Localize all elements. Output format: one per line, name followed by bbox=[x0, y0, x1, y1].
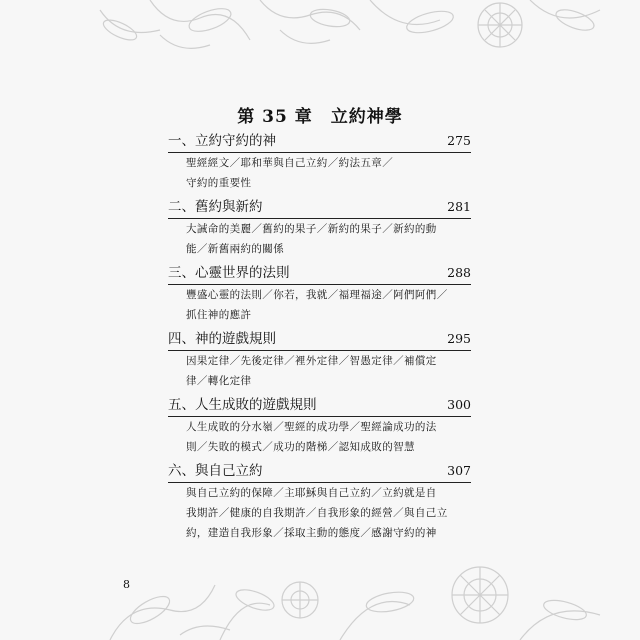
toc-page-number: 281 bbox=[447, 199, 471, 214]
toc-subtopic-line: 約，建造自我形象／採取主動的態度／感謝守約的神 bbox=[186, 527, 437, 539]
toc-subtopics bbox=[168, 351, 471, 391]
toc-heading bbox=[168, 130, 471, 153]
toc-heading bbox=[168, 328, 471, 351]
toc-page-number: 288 bbox=[447, 265, 471, 280]
toc-heading bbox=[168, 196, 471, 219]
toc-subtopic-line: 與自己立約的保障／主耶穌與自己立約／立約就是自 bbox=[186, 487, 437, 499]
floral-decoration-bottom bbox=[0, 540, 640, 640]
toc-heading-text: 一、立約守約的神 bbox=[168, 133, 276, 149]
toc-heading-text: 四、神的遊戲規則 bbox=[168, 331, 276, 347]
toc-subtopic-line: 因果定律／先後定律／裡外定律／智愚定律／補償定 bbox=[186, 355, 437, 367]
toc-subtopic-line: 人生成敗的分水嶺／聖經的成功學／聖經論成功的法 bbox=[186, 421, 437, 433]
toc-heading-text: 三、心靈世界的法則 bbox=[168, 265, 290, 281]
toc-page-number: 300 bbox=[447, 397, 471, 412]
toc-subtopic-line: 聖經經文／耶和華與自己立約／約法五章／ bbox=[186, 157, 394, 169]
toc-subtopic-line: 抓住神的應許 bbox=[186, 309, 252, 321]
page-number: 8 bbox=[123, 578, 130, 591]
toc-subtopic-line: 守約的重要性 bbox=[186, 177, 252, 189]
toc-heading bbox=[168, 460, 471, 483]
floral-decoration-top bbox=[0, 0, 640, 70]
toc-heading-text: 五、人生成敗的遊戲規則 bbox=[168, 397, 317, 413]
toc-heading-text: 六、與自己立約 bbox=[168, 463, 263, 479]
toc-entry-2 bbox=[168, 196, 471, 259]
toc-subtopic-line: 大誡命的美麗／舊約的果子／新約的果子／新約的動 bbox=[186, 223, 437, 235]
chapter-title: 第 35 章 立約神學 bbox=[237, 107, 403, 127]
toc-entry-4 bbox=[168, 328, 471, 391]
toc-subtopic-line: 則／失敗的模式／成功的階梯／認知成敗的智慧 bbox=[186, 441, 415, 453]
toc-heading bbox=[168, 394, 471, 417]
toc-subtopics bbox=[168, 219, 471, 259]
toc-entry-1 bbox=[168, 130, 471, 193]
toc-entry-3 bbox=[168, 262, 471, 325]
toc-page-number: 307 bbox=[447, 463, 471, 478]
toc-entry-6 bbox=[168, 460, 471, 543]
toc-heading bbox=[168, 262, 471, 285]
toc-subtopics bbox=[168, 153, 471, 193]
toc-subtopics bbox=[168, 285, 471, 325]
toc-subtopics bbox=[168, 483, 471, 543]
table-of-contents bbox=[168, 130, 471, 546]
toc-subtopic-line: 律／轉化定律 bbox=[186, 375, 252, 387]
toc-heading-text: 二、舊約與新約 bbox=[168, 199, 263, 215]
toc-entry-5 bbox=[168, 394, 471, 457]
toc-page-number: 295 bbox=[447, 331, 471, 346]
toc-subtopic-line: 能／新舊兩約的關係 bbox=[186, 243, 285, 255]
toc-subtopics bbox=[168, 417, 471, 457]
toc-page-number: 275 bbox=[447, 133, 471, 148]
toc-subtopic-line: 我期許／健康的自我期許／自我形象的經營／與自己立 bbox=[186, 507, 448, 519]
toc-subtopic-line: 豐盛心靈的法則／你若，我就／福理福途／阿們阿們／ bbox=[186, 289, 448, 301]
